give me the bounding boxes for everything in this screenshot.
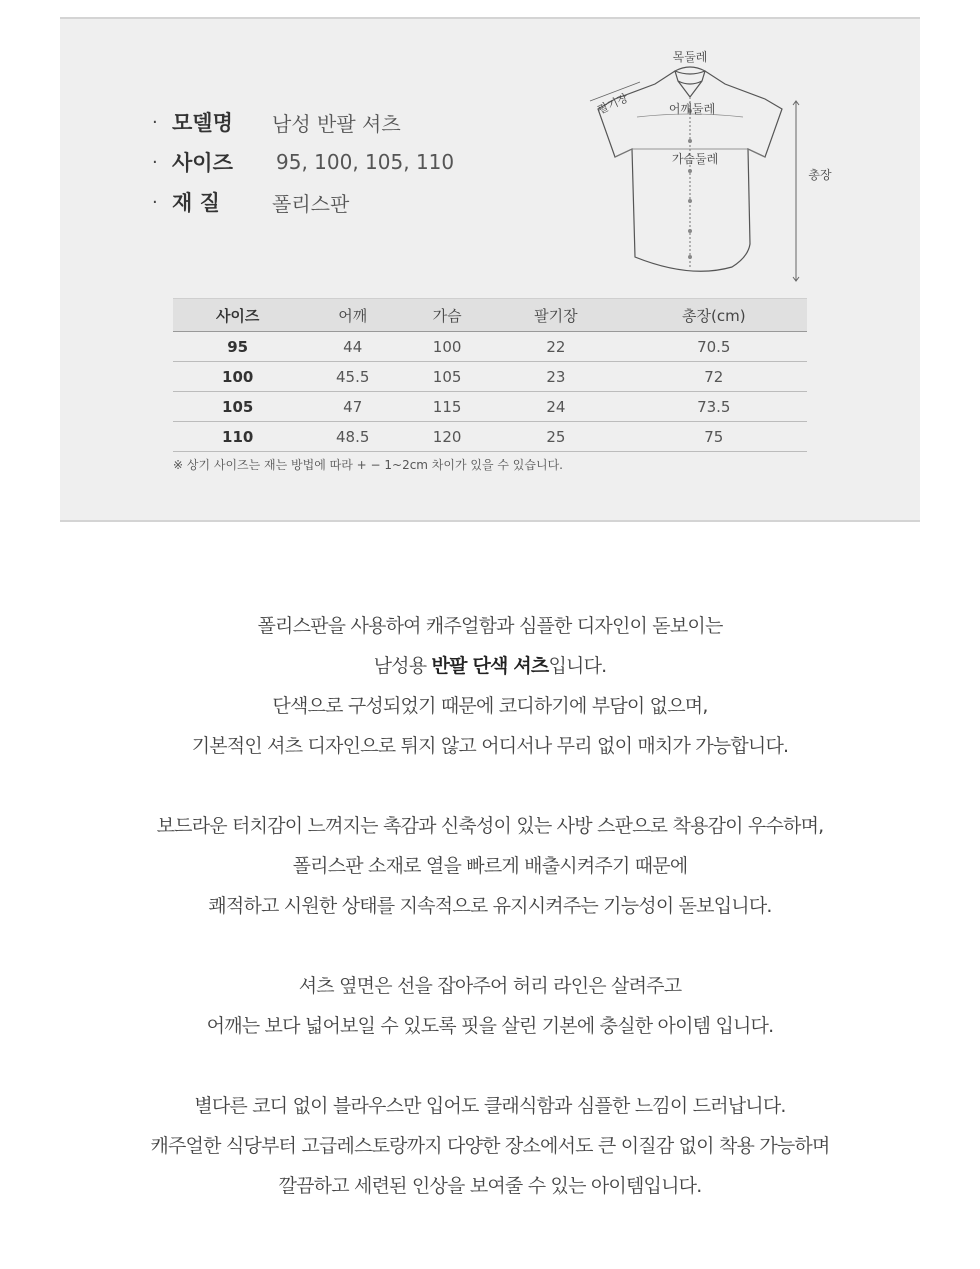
table-cell: 105 (173, 392, 302, 422)
table-cell: 105 (403, 362, 491, 392)
table-cell: 100 (403, 332, 491, 362)
table-cell: 25 (491, 422, 620, 452)
description-line: 단색으로 구성되었기 때문에 코디하기에 부담이 없으며, (272, 695, 708, 717)
label-length: 총장 (808, 168, 832, 182)
description-line: 셔츠 옆면은 선을 잡아주어 허리 라인은 살려주고 (298, 975, 682, 997)
table-header: 어깨 (302, 299, 403, 332)
table-row (173, 362, 807, 392)
description-line (0, 646, 980, 686)
table-cell: 48.5 (302, 422, 403, 452)
table-cell: 22 (491, 332, 620, 362)
description-line: 캐주얼한 식당부터 고급레스토랑까지 다양한 장소에서도 큰 이질감 없이 착용 가능하며 (150, 1135, 830, 1157)
table-row (173, 392, 807, 422)
table-cell: 44 (302, 332, 403, 362)
description-highlight: 반팔 단색 셔츠 (431, 655, 549, 677)
size-note: ※ 상기 사이즈는 재는 방법에 따라 + − 1~2cm 차이가 있을 수 있습니다. (173, 458, 563, 472)
table-header: 총장(cm) (621, 299, 807, 332)
info-label-material: 재 질 (172, 191, 220, 215)
table-cell: 75 (621, 422, 807, 452)
spec-box (60, 17, 920, 522)
info-value-material: 폴리스판 (272, 191, 350, 216)
info-value-size: 95, 100, 105, 110 (276, 150, 455, 174)
description-paragraph (0, 966, 980, 1046)
info-value-model: 남성 반팔 셔츠 (272, 111, 401, 136)
table-cell: 110 (173, 422, 302, 452)
shirt-collar (675, 67, 705, 84)
info-row-material (152, 187, 349, 217)
label-chest: 가슴둘레 (671, 152, 719, 166)
size-table (173, 298, 807, 452)
description-line: 폴리스판 소재로 열을 빠르게 배출시켜주기 때문에 (292, 855, 688, 877)
description-paragraph (0, 806, 980, 926)
description-paragraph (0, 1086, 980, 1206)
table-cell: 73.5 (621, 392, 807, 422)
info-row-size (152, 147, 454, 177)
table-cell: 45.5 (302, 362, 403, 392)
table-cell: 100 (173, 362, 302, 392)
table-cell: 120 (403, 422, 491, 452)
info-row-model (152, 107, 401, 137)
description-line: 쾌적하고 시원한 상태를 지속적으로 유지시켜주는 기능성이 돋보입니다. (208, 895, 772, 917)
description-line: 깔끔하고 세련된 인상을 보여줄 수 있는 아이템입니다. (278, 1175, 702, 1197)
table-header-row (173, 299, 807, 332)
table-header: 사이즈 (173, 299, 302, 332)
table-cell: 95 (173, 332, 302, 362)
bullet: · (152, 111, 158, 133)
info-label-size: 사이즈 (172, 151, 233, 175)
table-cell: 72 (621, 362, 807, 392)
info-label-model: 모델명 (172, 111, 233, 135)
table-cell: 70.5 (621, 332, 807, 362)
table-cell: 115 (403, 392, 491, 422)
table-row (173, 332, 807, 362)
description-line: 보드라운 터치감이 느껴지는 촉감과 신축성이 있는 사방 스판으로 착용감이 우수하며, (156, 815, 824, 837)
table-cell: 47 (302, 392, 403, 422)
description-text: 남성용 (373, 655, 432, 677)
description-line: 어깨는 보다 넓어보일 수 있도록 핏을 살린 기본에 충실한 아이템 입니다. (206, 1015, 774, 1037)
bullet: · (152, 191, 158, 213)
bullet: · (152, 151, 158, 173)
description-text: 입니다. (548, 655, 607, 677)
product-description (0, 606, 980, 1246)
table-cell: 23 (491, 362, 620, 392)
shirt-diagram (580, 39, 840, 299)
table-row (173, 422, 807, 452)
description-line: 별다른 코디 없이 블라우스만 입어도 클래식함과 심플한 느낌이 드러납니다. (194, 1095, 786, 1117)
description-line: 폴리스판을 사용하여 캐주얼함과 심플한 디자인이 돋보이는 (257, 615, 723, 637)
label-neck: 목둘레 (672, 50, 708, 64)
description-paragraph (0, 606, 980, 766)
label-shoulder: 어깨둘레 (668, 102, 716, 116)
table-cell: 24 (491, 392, 620, 422)
table-header: 팔기장 (491, 299, 620, 332)
label-sleeve: 팔기장 (595, 91, 631, 117)
table-header: 가슴 (403, 299, 491, 332)
description-line: 기본적인 셔츠 디자인으로 튀지 않고 어디서나 무리 없이 매치가 가능합니다. (191, 735, 789, 757)
